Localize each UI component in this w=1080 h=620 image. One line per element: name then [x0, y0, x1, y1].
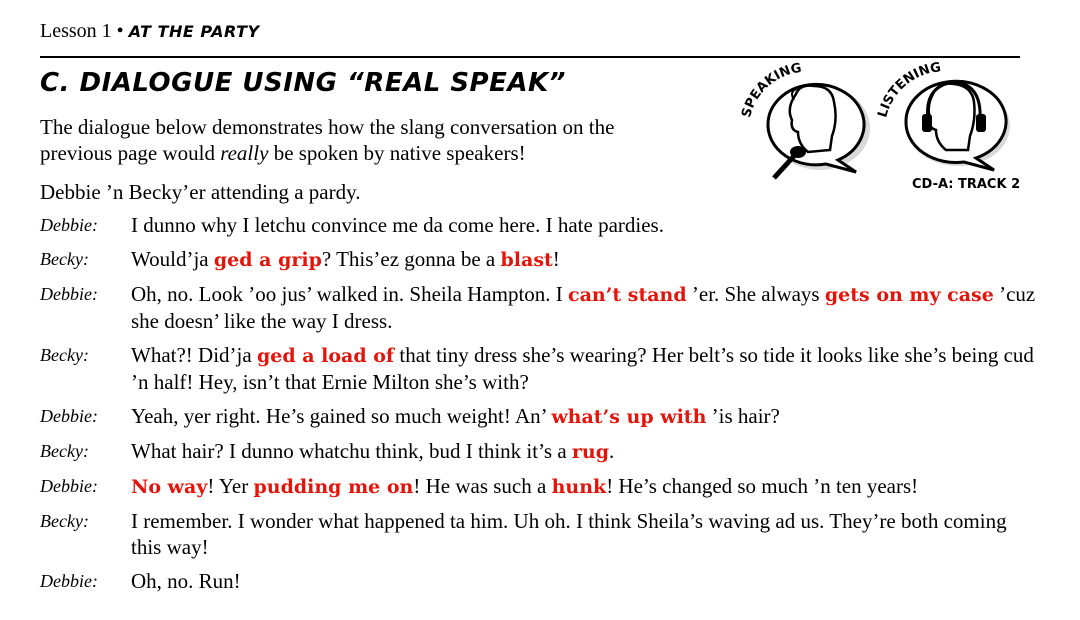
dialogue-segment: What hair? I dunno whatchu think, bud I think it’s a	[131, 439, 572, 463]
intro-emphasis: really	[220, 141, 269, 165]
speaker-name: Debbie:	[40, 571, 98, 591]
speaker-name: Debbie:	[40, 215, 98, 235]
speaking-label: SPEAKING	[739, 60, 803, 120]
dialogue-line	[40, 281, 1050, 334]
slang-term: what’s up with	[551, 406, 707, 428]
slang-term: ged a grip	[213, 249, 322, 271]
dialogue-line	[40, 508, 1050, 560]
dialogue-line	[40, 473, 1050, 500]
slang-term: rug	[571, 441, 610, 463]
slang-term: pudding me on	[253, 476, 414, 498]
speaker-name: Becky:	[40, 511, 89, 531]
speaking-listening-graphic	[728, 60, 1028, 195]
dialogue-text	[131, 508, 1041, 560]
dialogue-segment: ’er. She always	[686, 282, 825, 306]
slang-term: can’t stand	[568, 284, 687, 306]
header-divider	[40, 56, 1020, 58]
speaker-name: Debbie:	[40, 476, 98, 496]
dialogue-segment: !	[552, 247, 560, 271]
speaker-name: Becky:	[40, 441, 89, 461]
header-bullet: •	[116, 20, 124, 42]
dialogue-segment: ! He was such a	[413, 474, 552, 498]
intro-text-1: The dialogue below demonstrates how the slang conversation on the previous page would	[40, 115, 615, 165]
dialogue-text	[131, 568, 1041, 594]
slang-term: blast	[500, 249, 553, 271]
page-header	[40, 20, 260, 43]
slang-term: No way	[131, 476, 208, 498]
dialogue-segment: Oh, no. Look ’oo jus’ walked in. Sheila Hampton. I	[131, 282, 569, 306]
listening-label: LISTENING	[875, 60, 942, 120]
dialogue-segment: ’cuz she doesn’ like the way I dress.	[131, 282, 1036, 333]
dialogue-segment: ? This’ez gonna be a	[321, 247, 501, 271]
dialogue-segment: .	[609, 439, 615, 463]
dialogue-line	[40, 568, 1050, 594]
slang-term: ged a load of	[256, 345, 395, 367]
dialogue-line	[40, 212, 1050, 238]
slang-term: gets on my case	[824, 284, 994, 306]
dialogue-segment: I dunno why I letchu convince me da come here. I hate pardies.	[131, 213, 664, 237]
speaker-name: Debbie:	[40, 284, 98, 304]
dialogue-line	[40, 342, 1050, 395]
dialogue-segment: Yeah, yer right. He’s gained so much weight! An’	[131, 404, 552, 428]
dialogue-line	[40, 246, 1050, 273]
intro-text-2: be spoken by native speakers!	[268, 141, 526, 165]
dialogue-segment: Oh, no. Run!	[131, 569, 241, 593]
dialogue-text	[131, 281, 1041, 334]
dialogue-text	[131, 246, 1041, 273]
dialogue-line	[40, 403, 1050, 430]
lesson-number: Lesson 1	[40, 20, 112, 42]
lesson-title: AT THE PARTY	[128, 22, 260, 41]
speaker-name: Becky:	[40, 249, 89, 269]
dialogue-segment: that tiny dress she’s wearing? Her belt’s so tide it looks like she’s being cud ’n half! Hey, isn’t that Ernie Milton she’s with?	[131, 343, 1034, 394]
dialogue-text	[131, 212, 1041, 238]
dialogue-text	[131, 403, 1041, 430]
track-label: CD-A: TRACK 2	[912, 177, 1021, 192]
listening-head-headphones-icon	[906, 81, 1010, 170]
dialogue-segment: ! He’s changed so much ’n ten years!	[606, 474, 919, 498]
dialogue-text	[131, 438, 1041, 465]
dialogue-segment: ! Yer	[207, 474, 254, 498]
dialogue-segment: ’is hair?	[706, 404, 780, 428]
speaker-name: Debbie:	[40, 406, 98, 426]
dialogue-segment: I remember. I wonder what happened ta him. Uh oh. I think Sheila’s waving ad us. They’re both coming this way!	[131, 509, 1007, 559]
slang-term: hunk	[551, 476, 607, 498]
dialogue-text	[131, 342, 1041, 395]
dialogue-segment: Would’ja	[131, 247, 214, 271]
scene-description: Debbie ’n Becky’er attending a pardy.	[40, 180, 361, 204]
dialogue-text	[131, 473, 1041, 500]
dialogue	[40, 212, 1050, 602]
speaking-head-microphone-icon	[768, 84, 870, 178]
intro-paragraph	[40, 114, 680, 166]
speaker-name: Becky:	[40, 345, 89, 365]
dialogue-line	[40, 438, 1050, 465]
dialogue-segment: What?! Did’ja	[131, 343, 257, 367]
section-title: C. DIALOGUE USING “REAL SPEAK”	[40, 68, 566, 98]
